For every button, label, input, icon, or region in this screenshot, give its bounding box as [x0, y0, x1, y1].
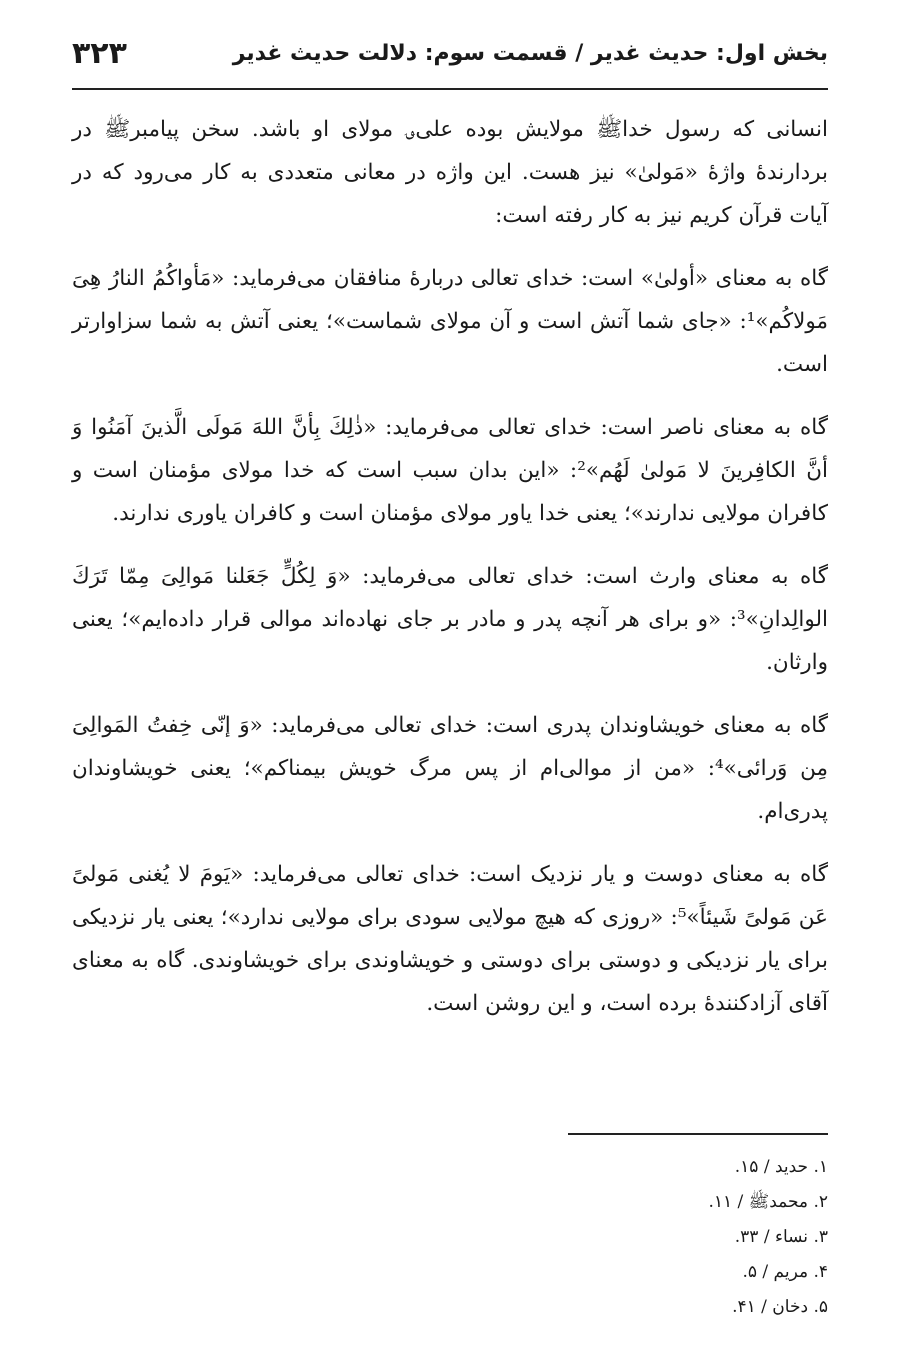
footnote: ۱. حدید / ۱۵.: [734, 1157, 828, 1177]
body-text: [72, 108, 828, 1045]
footnote: ۴. مریم / ۵.: [742, 1262, 828, 1282]
paragraph: انسانی که رسول خداﷺ مولایش بوده علی؈ مولای او باشد. سخن پیامبرﷺ در بردارندهٔ واژهٔ «مَولیٰ» نیز هست. این واژه در معانی متعددی به کار می‌رود که در آیات قرآن کریم نیز به کار رفته است:: [72, 117, 828, 228]
paragraph: گاه به معنای دوست و یار نزدیک است: خدای تعالی می‌فرماید: «یَومَ لا یُغنی مَولیً عَن مَولیً شَیئاً»⁵: «روزی که هیچ مولایی سودی برای مولایی ندارد»؛ یعنی یار نزدیکی برای یار نزدیکی و دوستی برای دوستی و خویشاوندی برای خویشاوندی. گاه به معنای آقای آزادکنندهٔ برده است، و این روشن است.: [72, 862, 828, 1016]
footnote: ۲. محمدﷺ / ۱۱.: [708, 1192, 828, 1212]
paragraph: گاه به معنای وارث است: خدای تعالی می‌فرماید: «وَ لِكُلٍّ جَعَلنا مَوالِیَ مِمّا تَرَكَ الوالِدانِ»³: «و برای هر آنچه پدر و مادر بر جای نهاده‌اند موالی قرار داده‌ایم»؛ یعنی وارثان.: [72, 564, 828, 675]
running-head: بخش اول: حدیث غدیر / قسمت سوم: دلالت حدیث غدیر: [232, 40, 828, 66]
paragraph: گاه به معنای خویشاوندان پدری است: خدای تعالی می‌فرماید: «وَ إنّی خِفتُ المَوالِیَ مِن وَرائی»⁴: «من از موالی‌ام از پس مرگ خویش بیمناکم»؛ یعنی خویشاوندان پدری‌ام.: [72, 713, 828, 824]
page-header: [72, 28, 828, 78]
footnote: ۵. دخان / ۴۱.: [732, 1297, 828, 1317]
footnote: ۳. نساء / ۳۳.: [734, 1227, 828, 1247]
page-number: ۳۲۳: [72, 35, 127, 71]
footnotes: [428, 1150, 828, 1325]
paragraph: گاه به معنای ناصر است: خدای تعالی می‌فرماید: «ذٰلِكَ بِأنَّ اللهَ مَولَی الَّذینَ آمَنُوا وَ أنَّ الکافِرینَ لا مَولیٰ لَهُم»²: «این بدان سبب است که خدا مولای مؤمنان است و کافران مولایی ندارند»؛ یعنی خدا یاور مولای مؤمنان است و کافران یاوری ندارند.: [72, 415, 828, 526]
header-divider: [72, 88, 828, 90]
footnote-divider: [568, 1133, 828, 1135]
paragraph: گاه به معنای «أولیٰ» است: خدای تعالی دربارهٔ منافقان می‌فرماید: «مَأواکُمُ النارُ هِیَ مَولاکُم»¹: «جای شما آتش است و آن مولای شماست»؛ یعنی آتش به شما سزاوارتر است.: [72, 266, 828, 377]
